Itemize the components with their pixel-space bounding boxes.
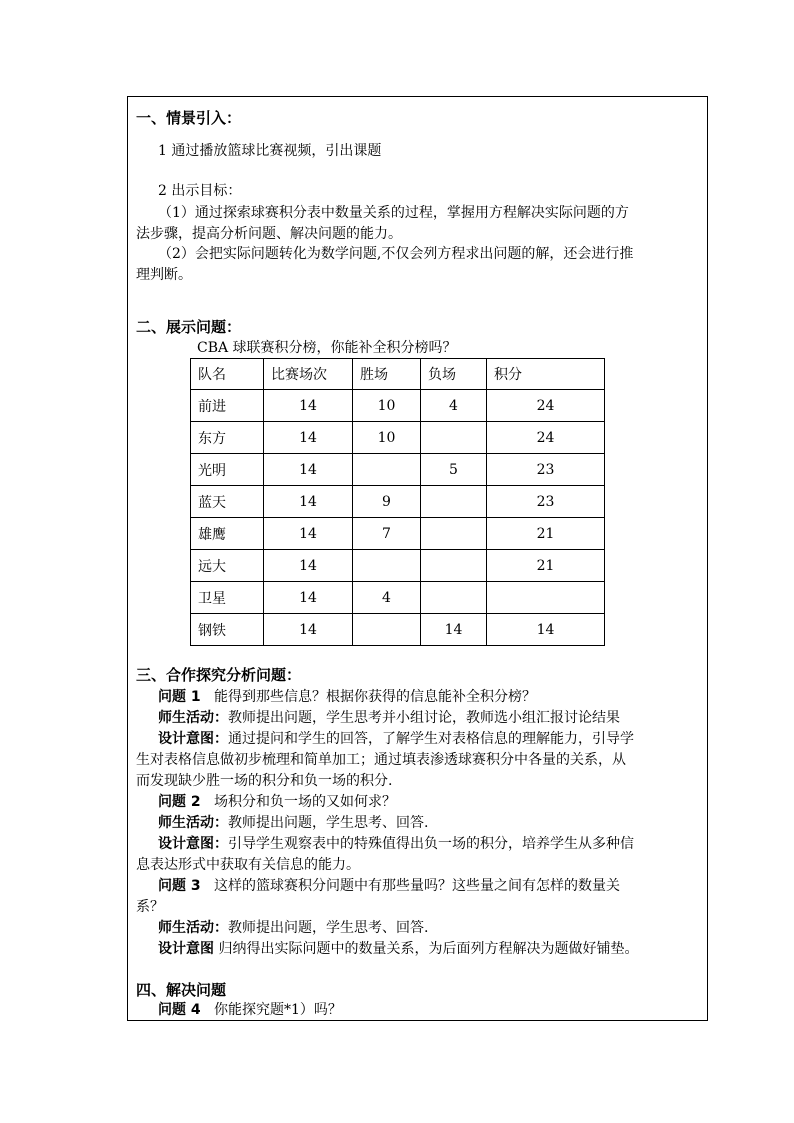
table-cell: 4	[353, 582, 421, 614]
question-1-label: 问题 1	[158, 689, 201, 705]
table-cell: 4	[421, 390, 487, 422]
question-1-text: 能得到那些信息？根据你获得的信息能补全积分榜？	[213, 689, 536, 705]
table-cell: 蓝天	[191, 486, 264, 518]
table-cell: 14	[264, 486, 353, 518]
design-2-text: 引导学生观察表中的特殊值得出负一场的积分，培养学生从多种信	[228, 836, 634, 852]
header-cell: 积分	[487, 359, 605, 390]
table-cell	[421, 582, 487, 614]
activity-3-label: 师生活动：	[158, 920, 228, 936]
question-3	[158, 876, 620, 896]
table-cell	[421, 422, 487, 454]
design-1-text: 通过提问和学生的回答，了解学生对表格信息的理解能力，引导学	[228, 731, 634, 747]
table-cell	[421, 550, 487, 582]
activity-2-text: 教师提出问题，学生思考、回答.	[228, 815, 429, 831]
table-cell: 14	[264, 390, 353, 422]
table-caption: CBA 球联赛积分榜，你能补全积分榜吗？	[197, 340, 457, 356]
table-cell: 24	[487, 422, 605, 454]
table-cell	[353, 550, 421, 582]
goal-1-line-1: （1）通过探索球赛积分表中数量关系的过程，掌握用方程解决实际问题的方	[158, 205, 629, 221]
section-4-title: 四、解决问题	[136, 981, 227, 999]
question-4	[158, 1000, 342, 1020]
design-3-text: 归纳得出实际问题中的数量关系，为后面列方程解决为题做好铺垫。	[218, 941, 639, 957]
table-cell: 14	[487, 614, 605, 646]
score-table	[190, 358, 605, 646]
table-cell	[353, 454, 421, 486]
table-cell: 5	[421, 454, 487, 486]
activity-3-text: 教师提出问题，学生思考、回答.	[228, 920, 429, 936]
activity-1-text: 教师提出问题，学生思考并小组讨论，教师选小组汇报讨论结果	[228, 710, 620, 726]
table-cell: 14	[264, 422, 353, 454]
table-cell	[353, 614, 421, 646]
design-2	[158, 834, 634, 854]
table-row	[191, 390, 605, 422]
goal-2-line-2: 理判断。	[136, 267, 192, 283]
table-cell: 23	[487, 454, 605, 486]
table-cell	[421, 518, 487, 550]
intro-line-2: 2 出示目标：	[158, 183, 242, 199]
table-row	[191, 454, 605, 486]
table-cell	[421, 486, 487, 518]
question-3-line-2: 系？	[136, 899, 164, 915]
table-cell: 14	[264, 614, 353, 646]
design-1-line-3: 而发现缺少胜一场的积分和负一场的积分.	[136, 773, 393, 789]
table-cell: 东方	[191, 422, 264, 454]
design-3-label: 设计意图	[158, 941, 214, 957]
header-cell: 比赛场次	[264, 359, 353, 390]
header-cell: 负场	[421, 359, 487, 390]
table-cell: 24	[487, 390, 605, 422]
table-cell: 9	[353, 486, 421, 518]
table-cell: 卫星	[191, 582, 264, 614]
table-row	[191, 614, 605, 646]
activity-2-label: 师生活动：	[158, 815, 228, 831]
question-2-label: 问题 2	[158, 794, 201, 810]
activity-1-label: 师生活动：	[158, 710, 228, 726]
table-cell: 14	[264, 550, 353, 582]
table-row	[191, 550, 605, 582]
activity-1	[158, 708, 620, 728]
goal-1-line-2: 法步骤，提高分析问题、解决问题的能力。	[136, 226, 402, 242]
question-3-text: 这样的篮球赛积分问题中有那些量吗？这些量之间有怎样的数量关	[213, 878, 620, 894]
table-cell: 10	[353, 422, 421, 454]
table-header-row	[191, 359, 605, 390]
question-1	[158, 687, 536, 707]
question-3-label: 问题 3	[158, 878, 201, 894]
table-cell: 光明	[191, 454, 264, 486]
table-cell: 14	[264, 518, 353, 550]
goal-2-line-1: （2）会把实际问题转化为数学问题,不仅会列方程求出问题的解，还会进行推	[158, 246, 634, 262]
table-row	[191, 518, 605, 550]
header-cell: 队名	[191, 359, 264, 390]
table-cell: 7	[353, 518, 421, 550]
design-1-line-2: 生对表格信息做初步梳理和简单加工；通过填表渗透球赛积分中各量的关系，从	[136, 752, 626, 768]
table-cell: 14	[264, 454, 353, 486]
section-2-title: 二、展示问题：	[136, 318, 242, 336]
activity-2	[158, 813, 428, 833]
design-1-label: 设计意图：	[158, 731, 228, 747]
table-cell: 14	[421, 614, 487, 646]
design-3	[158, 939, 638, 959]
design-2-line-2: 息表达形式中获取有关信息的能力。	[136, 857, 360, 873]
table-cell: 钢铁	[191, 614, 264, 646]
table-cell: 雄鹰	[191, 518, 264, 550]
design-1	[158, 729, 634, 749]
table-cell: 远大	[191, 550, 264, 582]
question-2	[158, 792, 396, 812]
table-row	[191, 486, 605, 518]
table-cell: 14	[264, 582, 353, 614]
section-1-title: 一、情景引入：	[136, 109, 242, 127]
table-cell: 21	[487, 518, 605, 550]
table-row	[191, 422, 605, 454]
table-cell: 前进	[191, 390, 264, 422]
question-4-text: 你能探究题*1）吗？	[213, 1002, 342, 1018]
header-cell: 胜场	[353, 359, 421, 390]
table-row	[191, 582, 605, 614]
question-2-text: 场积分和负一场的又如何求？	[213, 794, 396, 810]
activity-3	[158, 918, 428, 938]
table-cell	[487, 582, 605, 614]
table-cell: 10	[353, 390, 421, 422]
table-cell: 21	[487, 550, 605, 582]
intro-line-1: 1 通过播放篮球比赛视频，引出课题	[158, 143, 382, 159]
section-3-title: 三、合作探究分析问题：	[136, 666, 302, 684]
question-4-label: 问题 4	[158, 1002, 201, 1018]
table-cell: 23	[487, 486, 605, 518]
design-2-label: 设计意图：	[158, 836, 228, 852]
